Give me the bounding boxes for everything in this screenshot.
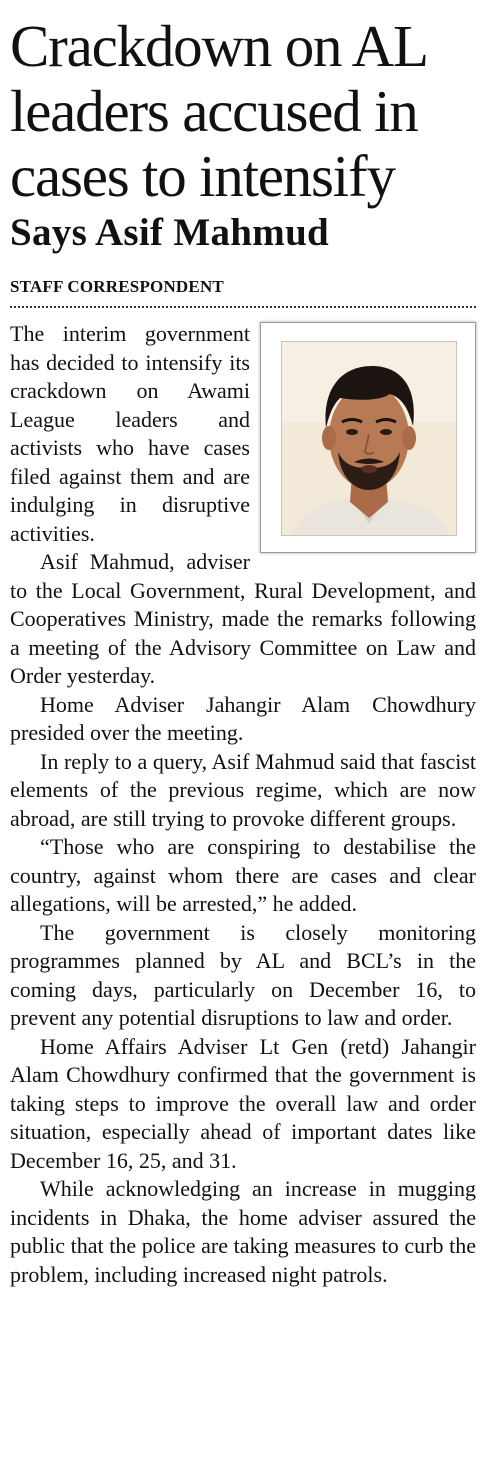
byline: STAFF CORRESPONDENT <box>10 277 224 296</box>
article-paragraph: While acknowledging an increase in mugging incidents in Dhaka, the home adviser assured the public that the police are taking measures to curb the problem, including increased night patrols. <box>10 1176 476 1287</box>
portrait-photo <box>281 341 457 536</box>
portrait-photo-frame <box>260 322 476 553</box>
headline: Crackdown on AL leaders accused in cases to intensify <box>10 13 426 209</box>
article-paragraph: Home Adviser Jahangir Alam Chowdhury presided over the meeting. <box>10 691 476 745</box>
subheadline: Says Asif Mahmud <box>10 211 330 254</box>
dotted-divider <box>10 306 476 308</box>
article-paragraph: The government is closely monitoring programmes planned by AL and BCL’s in the coming days, particularly on December 16, to prevent any potential disruptions to law and order. <box>10 919 476 1030</box>
article-paragraph: Asif Mahmud, adviser to the Local Government, Rural Development, and Cooperatives Ministry, made the remarks following a meeting of the Advisory Committee on Law and Order yesterday. <box>10 549 476 688</box>
article-paragraph: “Those who are conspiring to destabilise the country, against whom there are cases and clear allegations, will be arrested,” he added. <box>10 834 476 916</box>
article-paragraph: In reply to a query, Asif Mahmud said that fascist elements of the previous regime, which are now abroad, are still trying to provoke different groups. <box>10 748 476 831</box>
news-article <box>10 14 476 1289</box>
article-paragraph: The interim government has decided to intensify its crackdown on Awami League leaders and activists who have cases filed against them and are indulging in disruptive activities. <box>10 321 250 546</box>
article-paragraph: Home Affairs Adviser Lt Gen (retd) Jahangir Alam Chowdhury confirmed that the government is taking steps to improve the overall law and order situation, especially ahead of important dates like December 16, 25, and 31. <box>10 1033 476 1173</box>
article-body <box>10 320 476 1289</box>
